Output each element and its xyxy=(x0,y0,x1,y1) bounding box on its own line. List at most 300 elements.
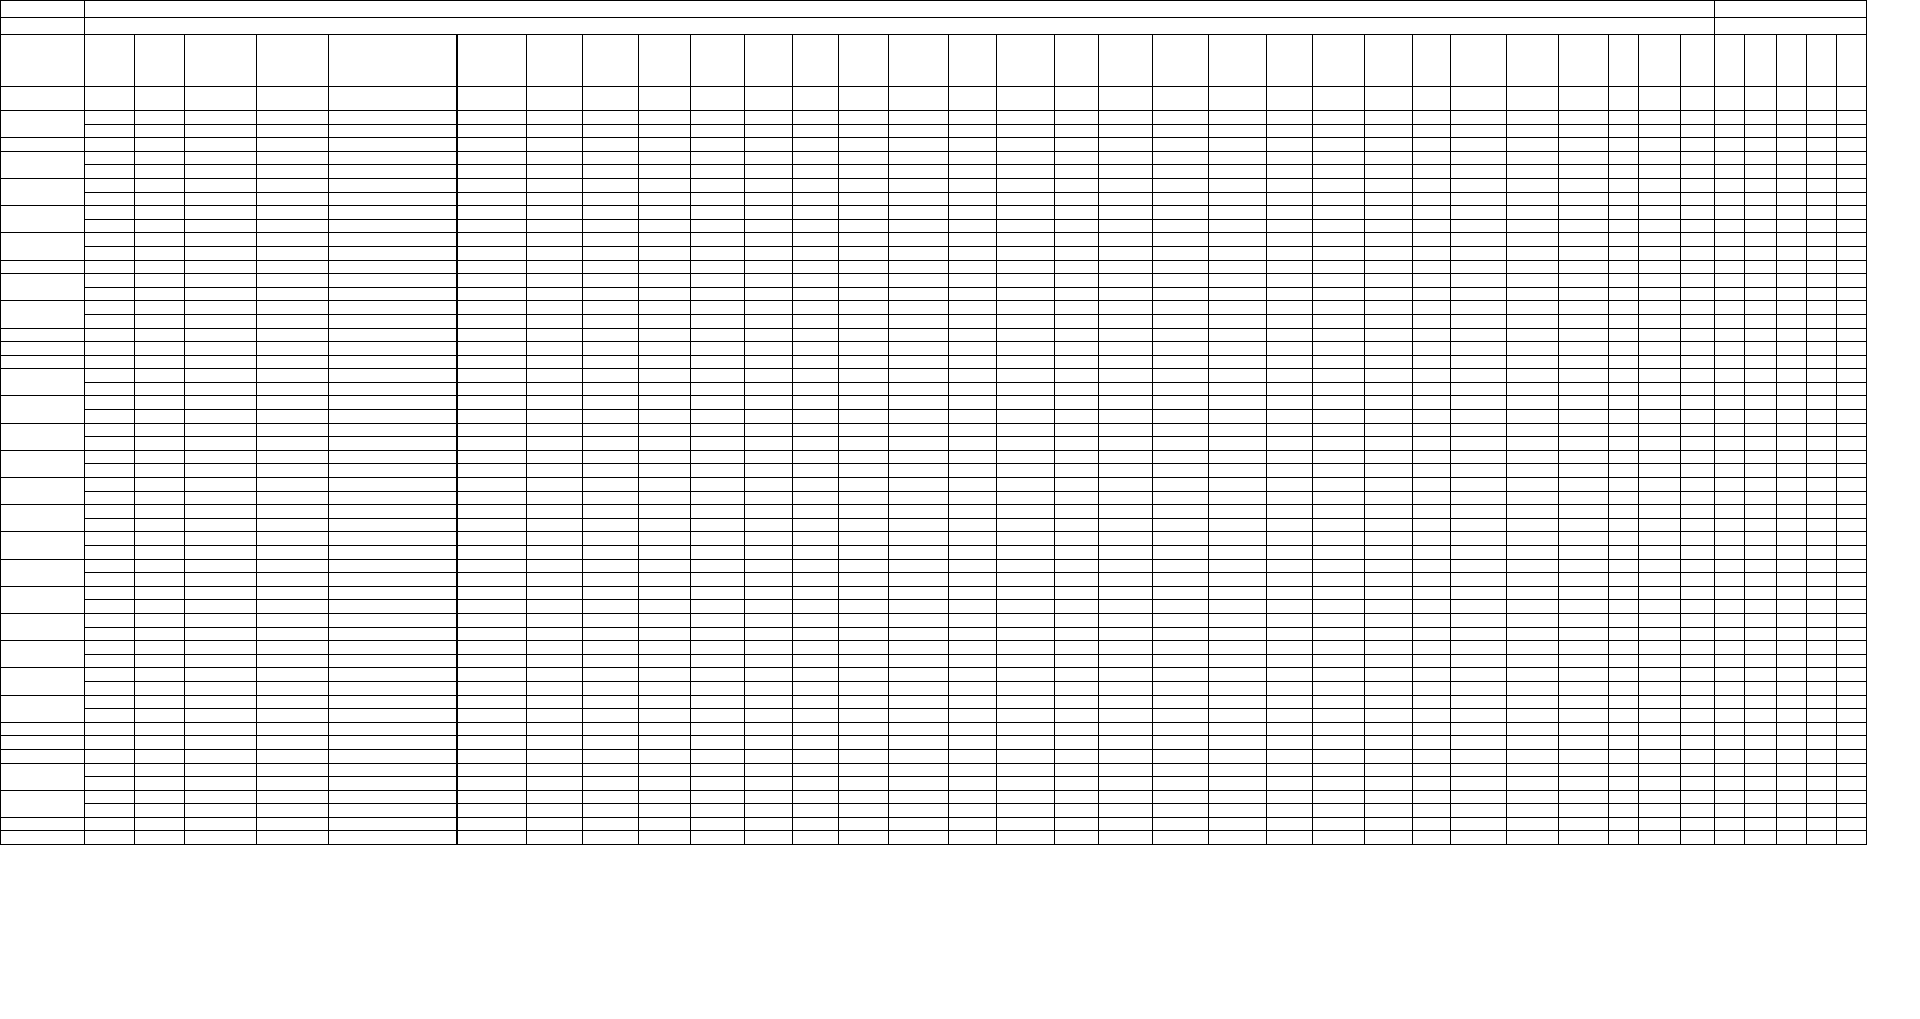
value-cell xyxy=(691,410,745,424)
zk-subject-cell xyxy=(1745,314,1777,328)
value-cell xyxy=(527,722,583,736)
value-cell xyxy=(1365,478,1413,492)
value-cell xyxy=(1559,586,1609,600)
value-cell xyxy=(1639,641,1681,655)
value-cell xyxy=(1507,695,1559,709)
province-cell xyxy=(1,138,85,152)
table-row xyxy=(1,328,1867,342)
value-cell xyxy=(997,722,1055,736)
zk-value-cell xyxy=(1807,328,1837,342)
value-cell xyxy=(949,151,997,165)
value-cell xyxy=(793,437,839,451)
value-cell xyxy=(1055,246,1099,260)
value-cell xyxy=(1507,559,1559,573)
value-cell xyxy=(1507,505,1559,519)
value-cell xyxy=(1715,246,1745,260)
value-cell xyxy=(1365,654,1413,668)
value-cell xyxy=(839,410,889,424)
value-cell xyxy=(1153,627,1209,641)
value-cell xyxy=(1559,532,1609,546)
value-cell xyxy=(1209,695,1267,709)
zk-value-cell xyxy=(1777,246,1807,260)
value-cell xyxy=(583,396,639,410)
value-cell xyxy=(329,233,457,247)
value-cell xyxy=(457,287,527,301)
value-cell xyxy=(839,219,889,233)
value-cell xyxy=(839,546,889,560)
value-cell xyxy=(1099,369,1153,383)
value-cell xyxy=(889,246,949,260)
value-cell xyxy=(745,355,793,369)
value-cell xyxy=(1413,573,1451,587)
value-cell xyxy=(1209,641,1267,655)
zk-subject-cell xyxy=(1745,695,1777,709)
value-cell xyxy=(745,573,793,587)
zk-value-cell xyxy=(1807,178,1837,192)
value-cell xyxy=(639,301,691,315)
value-cell xyxy=(135,736,185,750)
value-cell xyxy=(527,437,583,451)
zk-value-cell xyxy=(1777,192,1807,206)
zk-value-cell xyxy=(1807,777,1837,791)
subject-cell xyxy=(85,355,135,369)
value-cell xyxy=(1609,777,1639,791)
value-cell xyxy=(257,246,329,260)
value-cell xyxy=(1507,328,1559,342)
value-cell xyxy=(1559,695,1609,709)
value-cell xyxy=(1681,423,1715,437)
value-cell xyxy=(1055,777,1099,791)
value-cell xyxy=(691,287,745,301)
value-cell xyxy=(135,138,185,152)
value-cell xyxy=(185,559,257,573)
total-value xyxy=(639,87,691,111)
value-cell xyxy=(1451,450,1507,464)
value-cell xyxy=(639,695,691,709)
value-cell xyxy=(1715,749,1745,763)
value-cell xyxy=(1451,287,1507,301)
value-cell xyxy=(583,777,639,791)
value-cell xyxy=(745,328,793,342)
value-cell xyxy=(745,790,793,804)
zk-value-cell xyxy=(1837,111,1867,125)
value-cell xyxy=(1267,138,1313,152)
value-cell xyxy=(527,410,583,424)
value-cell xyxy=(457,600,527,614)
value-cell xyxy=(949,464,997,478)
value-cell xyxy=(997,165,1055,179)
value-cell xyxy=(185,627,257,641)
value-cell xyxy=(997,736,1055,750)
value-cell xyxy=(745,695,793,709)
value-cell xyxy=(329,736,457,750)
value-cell xyxy=(1055,668,1099,682)
value-cell xyxy=(1639,423,1681,437)
value-cell xyxy=(1609,124,1639,138)
value-cell xyxy=(691,790,745,804)
zk-subject-cell xyxy=(1745,246,1777,260)
value-cell xyxy=(527,287,583,301)
value-cell xyxy=(1507,817,1559,831)
value-cell xyxy=(457,627,527,641)
value-cell xyxy=(1153,600,1209,614)
value-cell xyxy=(457,586,527,600)
value-cell xyxy=(1681,206,1715,220)
value-cell xyxy=(691,450,745,464)
subject-cell xyxy=(85,138,135,152)
value-cell xyxy=(839,722,889,736)
zk-value-cell xyxy=(1777,219,1807,233)
value-cell xyxy=(1413,722,1451,736)
value-cell xyxy=(1609,695,1639,709)
value-cell xyxy=(1715,287,1745,301)
total-value xyxy=(257,87,329,111)
zk-subject-cell xyxy=(1745,355,1777,369)
value-cell xyxy=(1451,328,1507,342)
zk-subject-cell xyxy=(1745,396,1777,410)
value-cell xyxy=(583,314,639,328)
value-cell xyxy=(949,396,997,410)
value-cell xyxy=(1153,790,1209,804)
value-cell xyxy=(457,518,527,532)
value-cell xyxy=(1209,369,1267,383)
value-cell xyxy=(1209,464,1267,478)
value-cell xyxy=(527,478,583,492)
value-cell xyxy=(1507,219,1559,233)
value-cell xyxy=(329,301,457,315)
zk-subject-cell xyxy=(1745,206,1777,220)
value-cell xyxy=(889,613,949,627)
table-row xyxy=(1,382,1867,396)
value-cell xyxy=(1681,219,1715,233)
value-cell xyxy=(185,709,257,723)
value-cell xyxy=(997,641,1055,655)
value-cell xyxy=(135,410,185,424)
value-cell xyxy=(329,437,457,451)
value-cell xyxy=(1267,736,1313,750)
zk-value-cell xyxy=(1777,790,1807,804)
value-cell xyxy=(997,124,1055,138)
major-header xyxy=(257,35,329,87)
table-row xyxy=(1,491,1867,505)
table-row xyxy=(1,423,1867,437)
value-cell xyxy=(527,709,583,723)
value-cell xyxy=(457,681,527,695)
value-cell xyxy=(1609,709,1639,723)
value-cell xyxy=(457,219,527,233)
value-cell xyxy=(997,328,1055,342)
value-cell xyxy=(185,314,257,328)
value-cell xyxy=(257,165,329,179)
value-cell xyxy=(457,342,527,356)
value-cell xyxy=(185,274,257,288)
value-cell xyxy=(1099,192,1153,206)
value-cell xyxy=(1507,464,1559,478)
table-row xyxy=(1,165,1867,179)
value-cell xyxy=(1507,437,1559,451)
value-cell xyxy=(839,287,889,301)
value-cell xyxy=(793,124,839,138)
zk-value-cell xyxy=(1837,450,1867,464)
value-cell xyxy=(1451,749,1507,763)
subject-cell xyxy=(85,274,135,288)
value-cell xyxy=(1639,573,1681,587)
zk-subject-cell xyxy=(1745,654,1777,668)
value-cell xyxy=(185,654,257,668)
zk-value-cell xyxy=(1837,246,1867,260)
value-cell xyxy=(1313,111,1365,125)
value-cell xyxy=(745,287,793,301)
value-cell xyxy=(1313,641,1365,655)
value-cell xyxy=(889,437,949,451)
value-cell xyxy=(457,491,527,505)
zk-value-cell xyxy=(1807,546,1837,560)
value-cell xyxy=(1267,328,1313,342)
value-cell xyxy=(793,138,839,152)
value-cell xyxy=(257,532,329,546)
value-cell xyxy=(1055,138,1099,152)
value-cell xyxy=(889,817,949,831)
value-cell xyxy=(1365,573,1413,587)
value-cell xyxy=(1313,491,1365,505)
value-cell xyxy=(1267,124,1313,138)
zk-value-cell xyxy=(1807,111,1837,125)
value-cell xyxy=(949,165,997,179)
value-cell xyxy=(691,532,745,546)
value-cell xyxy=(839,586,889,600)
value-cell xyxy=(997,423,1055,437)
value-cell xyxy=(1507,749,1559,763)
value-cell xyxy=(639,464,691,478)
value-cell xyxy=(1313,274,1365,288)
value-cell xyxy=(1055,749,1099,763)
value-cell xyxy=(1413,314,1451,328)
value-cell xyxy=(1365,763,1413,777)
value-cell xyxy=(1099,627,1153,641)
value-cell xyxy=(1099,450,1153,464)
value-cell xyxy=(949,817,997,831)
zk-value-cell xyxy=(1807,831,1837,845)
value-cell xyxy=(1267,274,1313,288)
zk-value-cell xyxy=(1837,804,1867,818)
value-cell xyxy=(691,559,745,573)
value-cell xyxy=(639,192,691,206)
value-cell xyxy=(1365,246,1413,260)
value-cell xyxy=(1267,437,1313,451)
value-cell xyxy=(889,600,949,614)
value-cell xyxy=(691,178,745,192)
table-row xyxy=(1,777,1867,791)
value-cell xyxy=(1099,654,1153,668)
value-cell xyxy=(793,559,839,573)
subject-cell xyxy=(85,804,135,818)
value-cell xyxy=(1451,151,1507,165)
value-cell xyxy=(1209,178,1267,192)
value-cell xyxy=(1559,382,1609,396)
value-cell xyxy=(1681,437,1715,451)
value-cell xyxy=(997,314,1055,328)
major-header xyxy=(1313,35,1365,87)
subject-cell xyxy=(85,178,135,192)
value-cell xyxy=(1451,505,1507,519)
zk-value-cell xyxy=(1777,817,1807,831)
value-cell xyxy=(839,532,889,546)
value-cell xyxy=(1681,274,1715,288)
value-cell xyxy=(1099,287,1153,301)
value-cell xyxy=(1715,709,1745,723)
value-cell xyxy=(793,654,839,668)
value-cell xyxy=(185,613,257,627)
value-cell xyxy=(185,831,257,845)
value-cell xyxy=(1639,695,1681,709)
value-cell xyxy=(793,586,839,600)
value-cell xyxy=(135,505,185,519)
zk-value-cell xyxy=(1837,410,1867,424)
value-cell xyxy=(329,382,457,396)
value-cell xyxy=(691,518,745,532)
value-cell xyxy=(639,573,691,587)
value-cell xyxy=(1099,613,1153,627)
value-cell xyxy=(1099,437,1153,451)
value-cell xyxy=(1507,287,1559,301)
zk-value-cell xyxy=(1777,274,1807,288)
value-cell xyxy=(839,654,889,668)
value-cell xyxy=(997,342,1055,356)
value-cell xyxy=(1413,790,1451,804)
value-cell xyxy=(1313,559,1365,573)
category-label xyxy=(1,1,85,18)
value-cell xyxy=(949,437,997,451)
value-cell xyxy=(639,736,691,750)
value-cell xyxy=(949,178,997,192)
value-cell xyxy=(135,423,185,437)
value-cell xyxy=(639,138,691,152)
value-cell xyxy=(997,450,1055,464)
value-cell xyxy=(185,641,257,655)
value-cell xyxy=(1507,627,1559,641)
value-cell xyxy=(1365,382,1413,396)
value-cell xyxy=(1209,573,1267,587)
value-cell xyxy=(745,314,793,328)
value-cell xyxy=(1609,423,1639,437)
value-cell xyxy=(1451,192,1507,206)
total-value xyxy=(949,87,997,111)
value-cell xyxy=(1209,151,1267,165)
value-cell xyxy=(1507,410,1559,424)
value-cell xyxy=(1365,206,1413,220)
value-cell xyxy=(1365,790,1413,804)
zk-value-cell xyxy=(1807,301,1837,315)
value-cell xyxy=(257,233,329,247)
value-cell xyxy=(1055,573,1099,587)
value-cell xyxy=(1365,559,1413,573)
value-cell xyxy=(457,369,527,383)
value-cell xyxy=(949,206,997,220)
value-cell xyxy=(1153,410,1209,424)
value-cell xyxy=(949,246,997,260)
value-cell xyxy=(329,274,457,288)
zk-value-cell xyxy=(1777,206,1807,220)
zk-value-cell xyxy=(1807,138,1837,152)
value-cell xyxy=(1413,668,1451,682)
table-row xyxy=(1,613,1867,627)
value-cell xyxy=(949,382,997,396)
value-cell xyxy=(457,260,527,274)
value-cell xyxy=(1153,178,1209,192)
value-cell xyxy=(1099,777,1153,791)
value-cell xyxy=(691,165,745,179)
value-cell xyxy=(185,192,257,206)
value-cell xyxy=(1507,246,1559,260)
value-cell xyxy=(329,287,457,301)
value-cell xyxy=(1609,654,1639,668)
value-cell xyxy=(1681,478,1715,492)
value-cell xyxy=(257,681,329,695)
value-cell xyxy=(745,491,793,505)
value-cell xyxy=(1639,138,1681,152)
province-cell xyxy=(1,301,85,328)
value-cell xyxy=(639,369,691,383)
zk-value-cell xyxy=(1837,627,1867,641)
value-cell xyxy=(1153,328,1209,342)
value-cell xyxy=(1267,627,1313,641)
value-cell xyxy=(1153,518,1209,532)
value-cell xyxy=(1507,804,1559,818)
value-cell xyxy=(745,518,793,532)
zk-value-cell xyxy=(1777,695,1807,709)
value-cell xyxy=(745,450,793,464)
value-cell xyxy=(1609,749,1639,763)
value-cell xyxy=(1413,138,1451,152)
value-cell xyxy=(639,165,691,179)
value-cell xyxy=(1413,491,1451,505)
value-cell xyxy=(527,178,583,192)
value-cell xyxy=(1313,192,1365,206)
subject-cell xyxy=(85,600,135,614)
value-cell xyxy=(583,654,639,668)
value-cell xyxy=(1451,369,1507,383)
subject-cell xyxy=(85,192,135,206)
value-cell xyxy=(1639,749,1681,763)
value-cell xyxy=(1715,111,1745,125)
value-cell xyxy=(1451,464,1507,478)
value-cell xyxy=(135,777,185,791)
value-cell xyxy=(185,328,257,342)
value-cell xyxy=(329,546,457,560)
zk-subject-cell xyxy=(1745,464,1777,478)
value-cell xyxy=(185,600,257,614)
value-cell xyxy=(793,314,839,328)
value-cell xyxy=(527,301,583,315)
value-cell xyxy=(1559,314,1609,328)
value-cell xyxy=(639,546,691,560)
value-cell xyxy=(1313,804,1365,818)
value-cell xyxy=(1313,532,1365,546)
value-cell xyxy=(1609,151,1639,165)
value-cell xyxy=(329,518,457,532)
value-cell xyxy=(1639,124,1681,138)
value-cell xyxy=(949,695,997,709)
table-row xyxy=(1,206,1867,220)
value-cell xyxy=(1451,396,1507,410)
value-cell xyxy=(1055,464,1099,478)
zk-major-header xyxy=(1807,35,1837,87)
value-cell xyxy=(1153,342,1209,356)
province-cell xyxy=(1,369,85,396)
value-cell xyxy=(1413,804,1451,818)
value-cell xyxy=(185,246,257,260)
table-row xyxy=(1,736,1867,750)
